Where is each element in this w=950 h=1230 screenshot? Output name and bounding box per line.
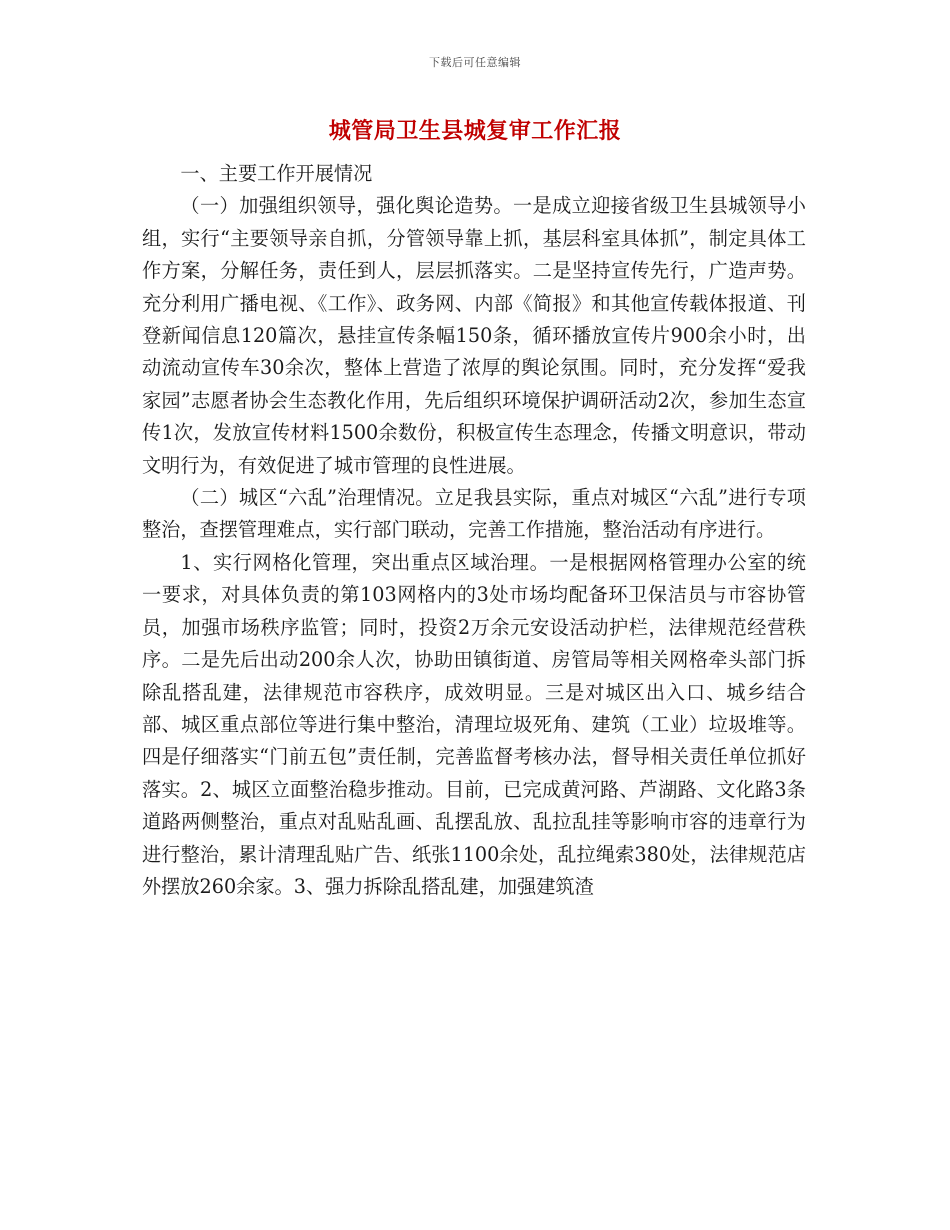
paragraph: 1、实行网格化管理，突出重点区域治理。一是根据网格管理办公室的统一要求，对具体负责的第103网格内的3处市场均配备环卫保洁员与市容协管员，加强市场秩序监管；同时，投资2万余元安设活动护栏，法律规范经营秩序。二是先后出动200余人次，协助田镇街道、房管局等相关网格牵头部门拆除乱搭乱建，法律规范市容秩序，成效明显。三是对城区出入口、城乡结合部、城区重点部位等进行集中整治，清理垃圾死角、建筑（工业）垃圾堆等。四是仔细落实“门前五包”责任制，完善监督考核办法，督导相关责任单位抓好落实。2、城区立面整治稳步推动。目前，已完成黄河路、芦湖路、文化路3条道路两侧整治，重点对乱贴乱画、乱摆乱放、乱拉乱挂等影响市容的违章行为进行整治，累计清理乱贴广告、纸张1100余处，乱拉绳索380处，法律规范店外摆放260余家。3、强力拆除乱搭乱建，加强建筑渣 (142, 550, 806, 898)
document-body (142, 158, 806, 903)
paragraph: （二）城区“六乱”治理情况。立足我县实际，重点对城区“六乱”进行专项整治，查摆管理难点，实行部门联动，完善工作措施，整治活动有序进行。 (142, 486, 806, 542)
paragraph: （一）加强组织领导，强化舆论造势。一是成立迎接省级卫生县城领导小组，实行“主要领导亲自抓，分管领导靠上抓，基层科室具体抓”，制定具体工作方案，分解任务，责任到人，层层抓落实。二是坚持宣传先行，广造声势。充分利用广播电视、《工作》、政务网、内部《简报》和其他宣传载体报道、刊登新闻信息120篇次，悬挂宣传条幅150条，循环播放宣传片900余小时，出动流动宣传车30余次，整体上营造了浓厚的舆论氛围。同时，充分发挥“爱我家园”志愿者协会生态教化作用，先后组织环境保护调研活动2次，参加生态宣传1次，发放宣传材料1500余数份，积极宣传生态理念，传播文明意识，带动文明行为，有效促进了城市管理的良性进展。 (142, 194, 806, 477)
document-title: 城管局卫生县城复审工作汇报 (328, 118, 622, 144)
section-heading: 一、主要工作开展情况 (180, 162, 373, 185)
header-note: 下载后可任意编辑 (429, 56, 521, 69)
